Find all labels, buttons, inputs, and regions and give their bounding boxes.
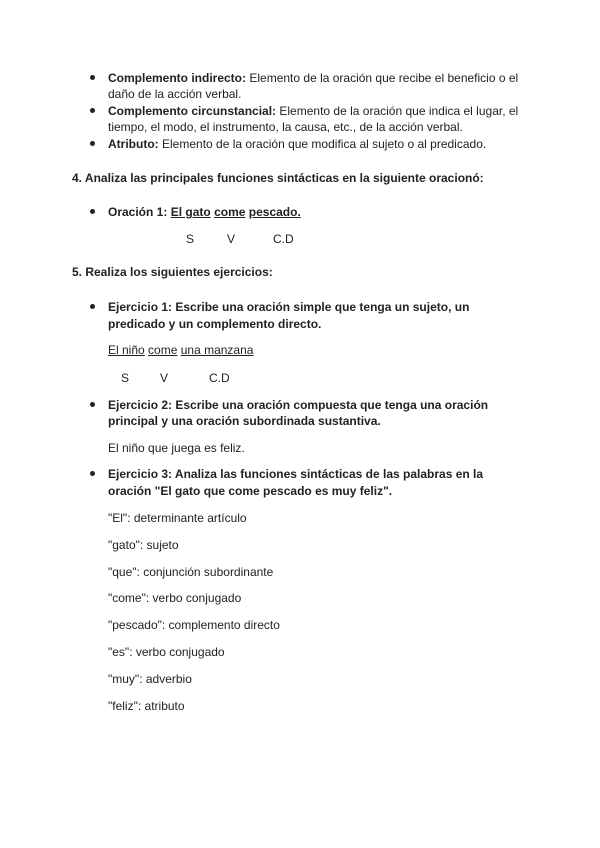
analysis-item: "que": conjunción subordinante: [108, 565, 274, 579]
analysis-item: "pescado": complemento directo: [108, 618, 280, 632]
word-verb: come: [148, 343, 178, 357]
tag-s: S: [121, 371, 130, 385]
analysis-item: "muy": adverbio: [108, 672, 192, 686]
bullet-dot: [90, 402, 95, 407]
term: Complemento indirecto:: [108, 71, 247, 85]
word-object: una manzana: [180, 343, 254, 357]
item-label: Oración 1:: [108, 205, 168, 219]
ejercicio-1-answer: [108, 343, 253, 357]
term: Atributo:: [108, 137, 159, 151]
bullet-dot: [90, 471, 95, 476]
analysis-item: "come": verbo conjugado: [108, 591, 242, 605]
word-verb: come: [214, 205, 246, 219]
section-5-heading: 5. Realiza los siguientes ejercicios:: [72, 265, 273, 279]
definition-line: Elemento de la oración que recibe el beneficio o el: [249, 71, 519, 85]
bullet-dot: [90, 75, 95, 80]
bullet-dot: [90, 141, 95, 146]
oracion-1: [108, 205, 301, 219]
tag-v: V: [227, 232, 236, 246]
tag-s: S: [186, 232, 195, 246]
tag-v: V: [160, 371, 169, 385]
bullet-dot: [90, 108, 95, 113]
definition-line: Elemento de la oración que modifica al sujeto o al predicado.: [162, 137, 487, 151]
bullet-dot: [90, 304, 95, 309]
term: Complemento circunstancial:: [108, 104, 277, 118]
word-subject: El niño: [108, 343, 145, 357]
analysis-item: "El": determinante artículo: [108, 511, 247, 525]
ejercicio-1-line: predicado y un complemento directo.: [108, 317, 322, 331]
analysis-item: "es": verbo conjugado: [108, 645, 225, 659]
tag-cd: C.D: [209, 371, 230, 385]
ejercicio-3-line: Ejercicio 3: Analiza las funciones sintácticas de las palabras en la: [108, 467, 484, 481]
analysis-item: "gato": sujeto: [108, 538, 179, 552]
ejercicio-1-line: Ejercicio 1: Escribe una oración simple que tenga un sujeto, un: [108, 300, 470, 314]
list-item-complemento-indirecto: [108, 71, 518, 85]
analysis-item: "feliz": atributo: [108, 699, 185, 713]
definition-continuation: tiempo, el modo, el instrumento, la causa, etc., de la acción verbal.: [108, 120, 463, 134]
ejercicio-2-line: principal y una oración subordinada sustantiva.: [108, 414, 381, 428]
definition-continuation: daño de la acción verbal.: [108, 87, 242, 101]
ejercicio-2-answer: El niño que juega es feliz.: [108, 441, 245, 455]
word-object: pescado.: [248, 205, 301, 219]
tag-cd: C.D: [273, 232, 294, 246]
section-4-heading: 4. Analiza las principales funciones sintácticas en la siguiente oracionó:: [72, 171, 484, 185]
bullet-dot: [90, 209, 95, 214]
definition-line: Elemento de la oración que indica el lugar, el: [279, 104, 519, 118]
ejercicio-2-line: Ejercicio 2: Escribe una oración compuesta que tenga una oración: [108, 398, 489, 412]
word-subject: El gato: [170, 205, 211, 219]
list-item-atributo: [108, 137, 486, 151]
list-item-complemento-circunstancial: [108, 104, 518, 118]
ejercicio-3-line: oración "El gato que come pescado es muy feliz".: [108, 484, 393, 498]
